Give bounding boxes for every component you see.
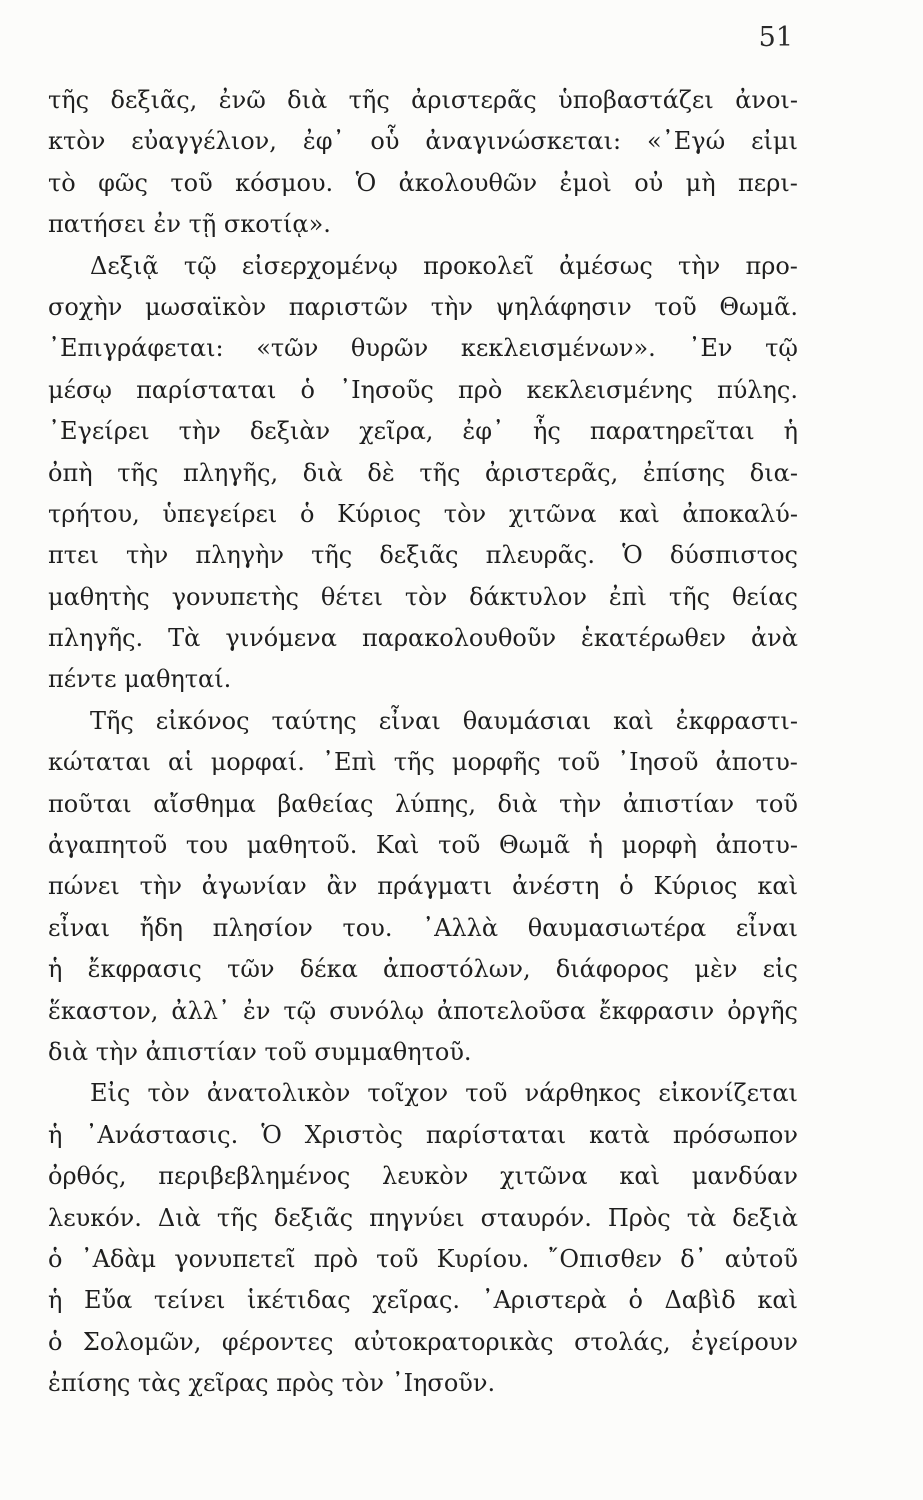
- text-line: [48, 453, 798, 494]
- word: οὗ: [370, 127, 400, 156]
- word: πληγῆς,: [182, 458, 279, 487]
- word: ἀποτυ-: [715, 831, 798, 860]
- word: διὰ: [287, 86, 328, 114]
- word: ἧς: [533, 417, 561, 446]
- word: του: [185, 831, 229, 860]
- text-line: [48, 121, 798, 162]
- word: πλησίον: [212, 913, 313, 942]
- text-line: [48, 784, 798, 825]
- word: χιτῶνα: [500, 1162, 588, 1191]
- word: Δεξιᾷ: [90, 251, 159, 280]
- word: τὴν: [559, 789, 602, 818]
- word: ἐφ᾽: [462, 417, 505, 446]
- word: ᾽Αλλὰ: [422, 913, 499, 942]
- word: χεῖρας.: [372, 1286, 461, 1315]
- text-line: [48, 908, 798, 949]
- text-line: [48, 866, 798, 907]
- text-line: [48, 1280, 798, 1321]
- word: ἱκέτιδας: [247, 1286, 351, 1315]
- word: ποῦται: [48, 789, 132, 818]
- word: δεξιᾶς: [273, 1203, 354, 1232]
- word: οὐ: [634, 168, 664, 197]
- word: ὁ: [48, 1327, 63, 1356]
- word: μέσῳ: [48, 375, 112, 404]
- word: ἂν: [326, 872, 358, 901]
- word: δεξιᾶς: [379, 541, 459, 570]
- word: πληγὴν: [195, 541, 285, 570]
- word: περι-: [738, 168, 798, 197]
- word: τῆς: [311, 541, 353, 570]
- text-line: [48, 1073, 798, 1114]
- word: ἀποστόλων,: [383, 955, 531, 984]
- word: κεκλεισμένης: [526, 375, 693, 404]
- text-line: πέντε μαθηταί.: [48, 665, 232, 694]
- word: χεῖρα,: [359, 417, 434, 446]
- word: Θωμᾶ: [498, 831, 571, 860]
- word: ἤδη: [139, 913, 183, 942]
- word: ᾽Επὶ: [321, 748, 377, 777]
- word: δεξιᾶς,: [110, 86, 198, 114]
- word: του.: [342, 913, 393, 942]
- word: μορφὴ: [621, 831, 697, 860]
- word: τῷ: [283, 996, 317, 1025]
- word: εἰκόνος: [155, 706, 250, 735]
- text-line: [48, 80, 798, 121]
- word: ἐγείρουν: [691, 1327, 798, 1356]
- text-line: [48, 1156, 798, 1197]
- text-line: [48, 328, 798, 369]
- word: ὁ: [300, 375, 315, 404]
- word: λευκὸν: [382, 1162, 469, 1191]
- word: ὁ: [619, 872, 634, 901]
- word: φέροντες: [221, 1327, 334, 1356]
- word: καὶ: [613, 706, 654, 735]
- word: Καὶ: [375, 831, 420, 860]
- word: ὀρθός,: [48, 1162, 127, 1191]
- body-text: [48, 80, 798, 1405]
- word: κεκλεισμένων».: [460, 334, 656, 363]
- word: σοχὴν: [48, 292, 123, 321]
- word: τὸ: [48, 168, 76, 197]
- word: ᾽Ιησοῦ: [617, 748, 699, 777]
- text-line: [48, 494, 798, 535]
- word: διὰ: [497, 789, 538, 818]
- word: αὐτοῦ: [724, 1244, 798, 1273]
- text-line: [48, 577, 798, 618]
- word: πώνει: [48, 872, 120, 901]
- word: Πρὸς: [607, 1203, 671, 1232]
- word: ἀποτυ-: [715, 748, 798, 777]
- word: ᾽Επιγράφεται:: [48, 334, 224, 363]
- word: εἰκονίζεται: [658, 1079, 798, 1108]
- word: κόσμου.: [235, 168, 334, 197]
- word: ὀργῆς: [727, 996, 798, 1025]
- word: σταυρόν.: [480, 1203, 592, 1232]
- word: Διὰ: [157, 1203, 201, 1232]
- word: γονυπετεῖ: [174, 1244, 296, 1273]
- word: ἐπὶ: [608, 582, 647, 611]
- word: κτὸν: [48, 127, 106, 156]
- text-line: διὰ τὴν ἀπιστίαν τοῦ συμμαθητοῦ.: [48, 1037, 472, 1066]
- word: ἡ: [783, 417, 798, 446]
- word: ἀλλ᾽: [171, 996, 231, 1025]
- text-line: [48, 1322, 798, 1363]
- word: δ᾽: [680, 1244, 707, 1273]
- word: ἡ: [48, 1120, 63, 1149]
- word: στολάς,: [574, 1327, 671, 1356]
- word: ἡ: [588, 831, 604, 860]
- text-line: [48, 163, 798, 204]
- word: τῶν: [227, 955, 275, 984]
- word: παριστῶν: [288, 292, 409, 321]
- word: εὐαγγέλιον,: [131, 127, 277, 156]
- word: ᾽Ανάστασις.: [85, 1120, 239, 1149]
- word: καὶ: [757, 872, 798, 901]
- word: θυρῶν: [350, 334, 429, 363]
- word: προ-: [745, 251, 798, 280]
- word: δύσπιστος: [669, 541, 798, 570]
- word: τοῦ: [170, 168, 213, 197]
- word: ὀπὴ: [48, 458, 93, 487]
- word: ταύτης: [271, 706, 357, 735]
- text-line: [48, 411, 798, 452]
- word: ἀναγινώσκεται:: [425, 127, 622, 156]
- word: Τῆς: [90, 706, 134, 735]
- word: ἀποκαλύ-: [682, 499, 798, 528]
- word: ἀκολουθῶν: [398, 168, 538, 197]
- word: μορφαί.: [210, 748, 305, 777]
- text-line: [48, 618, 798, 659]
- word: τῆς: [668, 582, 711, 611]
- word: καὶ: [619, 499, 660, 528]
- word: ὑπεγείρει: [162, 499, 278, 528]
- word: διὰ: [302, 458, 343, 487]
- word: πτει: [48, 541, 99, 570]
- word: περιβεβλημένος: [158, 1162, 351, 1191]
- word: δεξιὰ: [732, 1203, 798, 1232]
- word: ἐφ᾽: [302, 127, 345, 156]
- word: συνόλῳ: [329, 996, 424, 1025]
- word: ἐπίσης: [642, 458, 726, 487]
- word: πλευρᾶς.: [485, 541, 595, 570]
- word: ἐκφραστι-: [675, 706, 798, 735]
- word: Τὰ: [168, 624, 201, 653]
- word: Ὁ: [622, 541, 643, 570]
- word: εἰς: [762, 955, 798, 984]
- word: Κύριος: [653, 872, 738, 901]
- word: καὶ: [619, 1162, 660, 1191]
- word: Εὔα: [83, 1286, 133, 1315]
- word: παρίσταται: [136, 375, 277, 404]
- word: τῆς: [419, 458, 461, 487]
- text-line: [48, 825, 798, 866]
- text-line: [48, 370, 798, 411]
- word: τῷ: [765, 334, 798, 363]
- word: τοῦ: [654, 292, 697, 321]
- word: ᾽Ιησοῦς: [339, 375, 434, 404]
- word: θέτει: [320, 582, 383, 611]
- word: κατὰ: [589, 1120, 650, 1149]
- word: ἀμέσως: [559, 251, 653, 280]
- word: παρακολουθοῦν: [361, 624, 557, 653]
- word: ἀγωνίαν: [201, 872, 307, 901]
- word: Θωμᾶ.: [719, 292, 798, 321]
- word: ἀγαπητοῦ: [48, 831, 168, 860]
- word: δια-: [749, 458, 798, 487]
- word: τοῦ: [755, 789, 798, 818]
- word: ἔκφρασιν: [598, 996, 715, 1025]
- word: αὐτοκρατορικὰς: [353, 1327, 554, 1356]
- word: Σολομῶν,: [82, 1327, 202, 1356]
- word: ᾽Αριστερὰ: [481, 1286, 607, 1315]
- word: τὴν: [678, 251, 721, 280]
- word: Ὁ: [261, 1120, 282, 1149]
- word: τῷ: [183, 251, 217, 280]
- word: δέκα: [299, 955, 358, 984]
- word: πύλης.: [716, 375, 798, 404]
- word: Κυρίου.: [436, 1244, 530, 1273]
- word: πρὸ: [458, 375, 503, 404]
- word: «τῶν: [256, 334, 319, 363]
- word: τὴν: [139, 872, 182, 901]
- word: φῶς: [98, 168, 148, 197]
- text-line: [48, 701, 798, 742]
- text-line: [48, 742, 798, 783]
- word: ἀνὰ: [750, 624, 798, 653]
- word: πρόσωπον: [672, 1120, 798, 1149]
- word: δὲ: [367, 458, 395, 487]
- word: πληγῆς.: [48, 624, 144, 653]
- word: μαθητοῦ.: [246, 831, 358, 860]
- word: κώταται: [48, 748, 151, 777]
- word: ἡ: [48, 955, 63, 984]
- word: προκολεῖ: [423, 251, 534, 280]
- word: μωσαϊκὸν: [144, 292, 267, 321]
- word: τὸν: [147, 1079, 190, 1108]
- word: τῆς: [117, 458, 159, 487]
- word: τείνει: [153, 1286, 226, 1315]
- word: χιτῶνα: [508, 499, 597, 528]
- text-line: [48, 949, 798, 990]
- word: ῎Οπισθεν: [547, 1244, 663, 1273]
- text-line: [48, 287, 798, 328]
- word: ᾽Εγείρει: [48, 417, 150, 446]
- word: εἰμι: [751, 127, 798, 156]
- word: μὲν: [694, 955, 738, 984]
- word: ἀποτελοῦσα: [436, 996, 586, 1025]
- word: ἀριστερᾶς,: [485, 458, 619, 487]
- word: ἐν: [242, 996, 271, 1025]
- text-line: [48, 1198, 798, 1239]
- text-line: [48, 246, 798, 287]
- word: ἀνέστη: [512, 872, 600, 901]
- word: ἀνοι-: [735, 86, 798, 114]
- word: ἀνατολικὸν: [206, 1079, 351, 1108]
- word: λύπης,: [394, 789, 476, 818]
- word: αἱ: [168, 748, 194, 777]
- word: παρίσταται: [425, 1120, 567, 1149]
- word: ἡ: [48, 1286, 63, 1315]
- word: «᾽Εγώ: [647, 127, 726, 156]
- word: αἴσθημα: [153, 789, 256, 818]
- word: λευκόν.: [48, 1203, 142, 1232]
- word: τοῦ: [376, 1244, 419, 1273]
- word: εἶναι: [48, 913, 111, 942]
- word: ψηλάφησιν: [495, 292, 632, 321]
- word: τοῖχον: [367, 1079, 449, 1108]
- word: ἐμοὶ: [559, 168, 612, 197]
- word: τῆς: [348, 86, 390, 114]
- word: πηγνύει: [369, 1203, 465, 1232]
- word: ἔκφρασις: [87, 955, 202, 984]
- word: εἶναι: [735, 913, 798, 942]
- word: θαυμασιωτέρα: [527, 913, 707, 942]
- word: εἰσερχομένῳ: [241, 251, 398, 280]
- word: τὴν: [430, 292, 473, 321]
- word: μὴ: [685, 168, 716, 197]
- text-line: πατήσει ἐν τῇ σκοτίᾳ».: [48, 210, 331, 239]
- word: θαυμάσιαι: [462, 706, 592, 735]
- word: ᾽Εν: [688, 334, 733, 363]
- word: θείας: [731, 582, 798, 611]
- word: τῆς: [393, 748, 435, 777]
- word: διάφορος: [555, 955, 670, 984]
- word: νάρθηκος: [524, 1079, 642, 1108]
- word: πράγματι: [377, 872, 493, 901]
- word: ᾽Αδὰμ: [80, 1244, 157, 1273]
- word: παρατηρεῖται: [589, 417, 755, 446]
- word: γινόμενα: [225, 624, 337, 653]
- word: ἀπιστίαν: [622, 789, 735, 818]
- word: Δαβὶδ: [664, 1286, 736, 1315]
- word: καὶ: [757, 1286, 798, 1315]
- word: βαθείας: [277, 789, 374, 818]
- word: Εἰς: [90, 1079, 131, 1108]
- word: Ὁ: [355, 168, 377, 197]
- word: ἐνῶ: [218, 86, 266, 114]
- word: τὴν: [178, 417, 221, 446]
- word: ὁ: [48, 1244, 63, 1273]
- word: εἶναι: [378, 706, 441, 735]
- word: ἕκαστον,: [48, 996, 159, 1025]
- word: δεξιὰν: [249, 417, 331, 446]
- word: τῆς: [48, 86, 90, 114]
- word: τὸν: [404, 582, 448, 611]
- word: πρὸ: [313, 1244, 359, 1273]
- text-line: [48, 535, 798, 576]
- word: Χριστὸς: [304, 1120, 403, 1149]
- word: ἑκατέρωθεν: [581, 624, 726, 653]
- word: μανδύαν: [691, 1162, 798, 1191]
- word: Κύριος: [337, 499, 422, 528]
- word: μορφῆς: [451, 748, 541, 777]
- page-number: 51: [758, 22, 793, 53]
- word: ὁ: [300, 499, 315, 528]
- word: τοῦ: [557, 748, 601, 777]
- text-line: ἐπίσης τὰς χεῖρας πρὸς τὸν ᾽Ιησοῦν.: [48, 1369, 496, 1398]
- word: ἀριστερᾶς: [411, 86, 537, 114]
- word: ὑποβαστάζει: [558, 86, 714, 114]
- word: γονυπετὴς: [171, 582, 299, 611]
- word: τοῦ: [465, 1079, 508, 1108]
- word: τοῦ: [438, 831, 481, 860]
- text-line: [48, 1115, 798, 1156]
- word: ὁ: [628, 1286, 643, 1315]
- word: δάκτυλον: [469, 582, 587, 611]
- word: τρήτου,: [48, 499, 140, 528]
- text-line: [48, 1239, 798, 1280]
- word: τὸν: [443, 499, 487, 528]
- word: τὰ: [686, 1203, 717, 1232]
- word: τὴν: [126, 541, 169, 570]
- text-line: [48, 991, 798, 1032]
- word: μαθητὴς: [48, 582, 150, 611]
- word: τῆς: [216, 1203, 258, 1232]
